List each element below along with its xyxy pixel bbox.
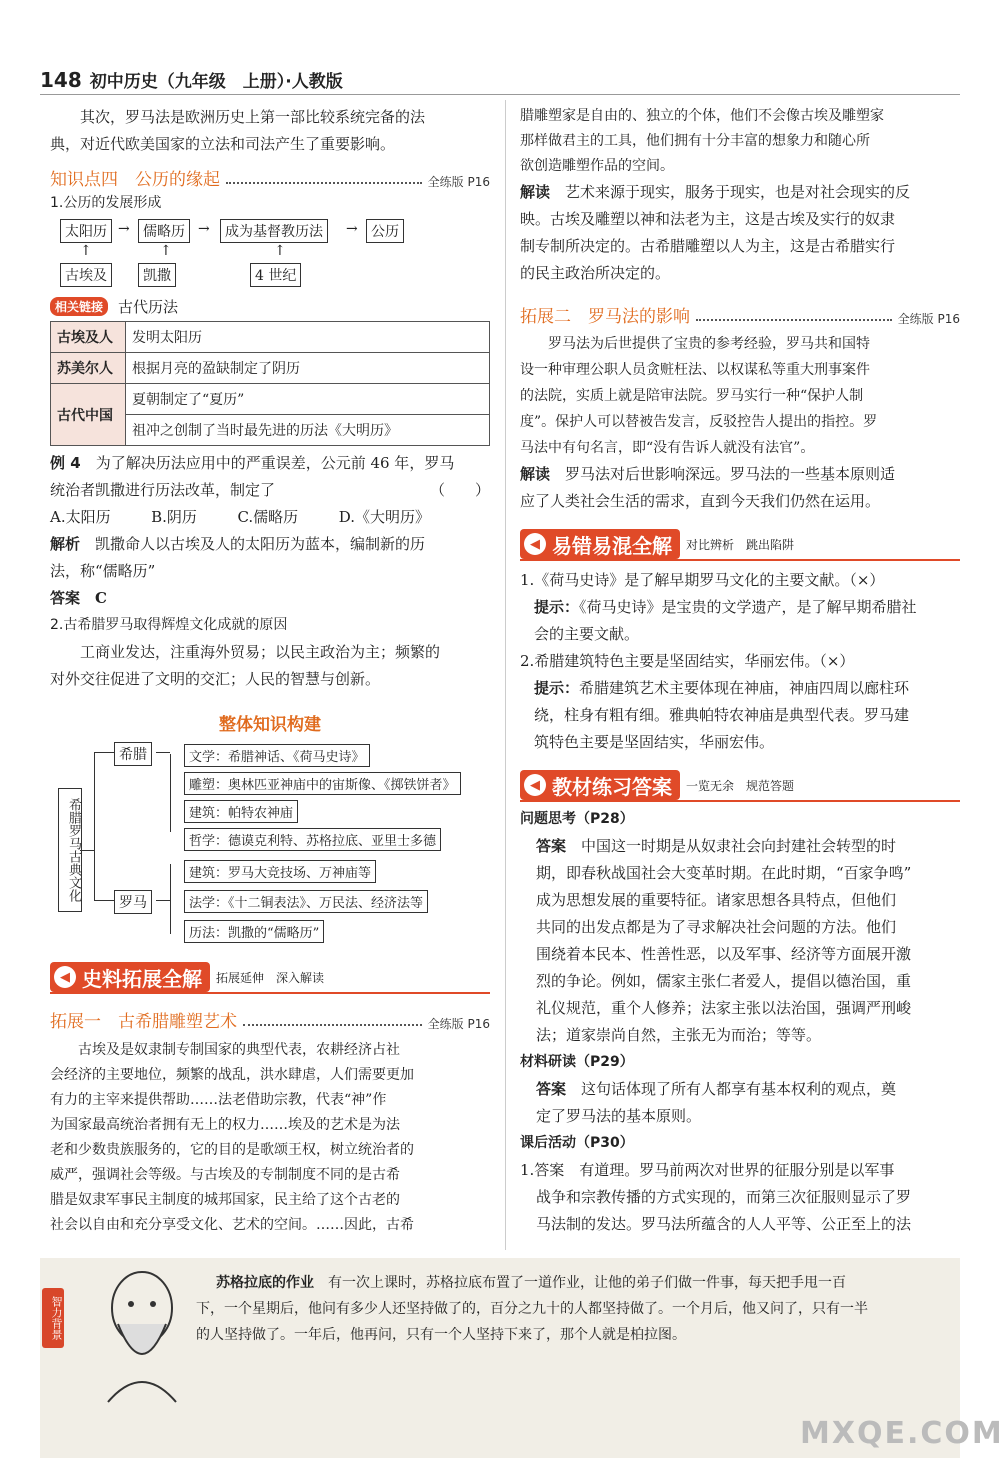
q1-line: 礼仪规范，重个人修养；法家主张以法治国，强调严刑峻	[536, 999, 912, 1017]
banner-errors	[520, 529, 960, 561]
kp4-ref: 全练版 P16	[427, 175, 490, 189]
rome-item: 建筑：罗马大竞技场、万神庙等	[184, 860, 376, 883]
right-top-line: 腊雕塑家是自由的、独立的个体，他们不会像古埃及雕塑家	[520, 108, 884, 124]
ex4-text-1: 为了解决历法应用中的严重误差，公元前 46 年，罗马	[95, 454, 455, 472]
ext1-heading	[50, 994, 490, 1032]
ext1-line: 腊是奴隶军事民主制度的城邦国家，民主给了这个古老的	[50, 1192, 400, 1208]
right-top-line: 那样做君主的工具，他们拥有十分丰富的想象力和随心所	[520, 133, 870, 149]
banner-answers-title	[520, 770, 680, 800]
jiedu1-text: 艺术来源于现实，服务于现实，也是对社会现实的反	[565, 183, 911, 201]
table-cell: 古代中国	[51, 384, 126, 446]
ext2-line: 罗马法为后世提供了宝贵的参考经验，罗马共和国特	[548, 336, 870, 352]
q1-line: 成为思想发展的重要特征。诸家思想各具特点，但他们	[536, 891, 897, 909]
answer-label: 答案	[536, 837, 567, 855]
tip-label: 提示：	[534, 679, 580, 697]
table-cell: 祖冲之创制了当时最先进的历法《大明历》	[126, 415, 490, 446]
ext1-line: 社会以自由和充分享受文化、艺术的空间。……因此，古希	[50, 1217, 414, 1233]
tip-label: 提示：	[534, 598, 580, 616]
option-a: A.太阳历	[50, 508, 111, 526]
rome-item: 历法：凯撒的“儒略历”	[184, 920, 324, 943]
ext1-dots	[243, 1024, 422, 1026]
analysis-text-2: 法，称“儒略历”	[50, 562, 156, 580]
answer-label: 答案	[50, 589, 81, 607]
ext1-line: 老和少数贵族服务的，它的目的是歌颂王权，树立统治者的	[50, 1142, 414, 1158]
intro-line-2: 典，对近代欧美国家的立法和司法产生了重要影响。	[50, 135, 396, 153]
ex4-options	[50, 504, 430, 531]
jiedu2-text: 罗马法对后世影响深远。罗马法的一些基本原则适	[565, 465, 896, 483]
mindmap-connector	[94, 900, 114, 901]
ext2-line: 设一种审理公职人员贪赃枉法、以权谋私等重大刑事案件	[520, 362, 870, 378]
footer-panel	[40, 1258, 1004, 1458]
ext1-line: 古埃及是奴隶制专制国家的典型代表，农耕经济占社	[78, 1042, 400, 1058]
mindmap-rome: 罗马	[114, 890, 152, 914]
kp4-heading	[50, 158, 490, 190]
footer-line: 有一次上课时，苏格拉底布置了一道作业，让他的弟子们做一件事，每天把手甩一百	[328, 1275, 846, 1291]
greece-item: 哲学：德谟克利特、苏格拉底、亚里士多德	[184, 828, 441, 851]
mindmap-connector	[170, 864, 171, 934]
q3-body	[520, 1157, 960, 1238]
ex4-label: 例 4	[50, 454, 81, 472]
ex4-text-2: 统治者凯撒进行历法改革，制定了	[50, 481, 276, 499]
footer-tag: 智力背景	[42, 1288, 64, 1348]
flow-bottom-1: 凯撒	[138, 263, 176, 287]
ext1-line: 有力的主宰来提供帮助……法老借助宗教，代表“神”作	[50, 1092, 387, 1108]
q1-body	[520, 833, 960, 1049]
ext2-heading	[520, 287, 960, 327]
option-c: C.儒略历	[237, 508, 299, 526]
watermark-logo: MXQE.COM	[800, 1416, 1004, 1451]
q3-line: 马法制的发达。罗马法所蕴含的人人平等、公正至上的法	[536, 1215, 912, 1233]
jiedu1-text: 映。古埃及雕塑以神和法老为主，这是古埃及实行的奴隶	[520, 210, 896, 228]
ext1-body	[50, 1038, 490, 1238]
mindmap-root: 希腊罗马古典文化	[58, 788, 82, 912]
answer-line	[50, 585, 490, 612]
q2-title: 材料研读（P29）	[520, 1054, 634, 1070]
arrow-right-icon: →	[198, 221, 210, 237]
mindmap-connector	[94, 752, 114, 753]
ext2-title: 拓展二 罗马法的影响	[520, 307, 690, 327]
mindmap-connector	[156, 752, 170, 753]
err1-tip	[520, 594, 960, 621]
err1-tip-text: 《荷马史诗》是宝贵的文学遗产，是了解早期希腊社	[579, 598, 917, 616]
q1-line: 共同的出发点都是为了寻求解决社会问题的方法。他们	[536, 918, 897, 936]
mindmap-connector	[156, 900, 170, 901]
q2-line: 这句话体现了所有人都享有基本权利的观点，奠	[581, 1080, 897, 1098]
book-title: 初中历史（九年级 上册）·人教版	[89, 72, 343, 92]
table-cell: 发明太阳历	[126, 322, 490, 353]
q2-body	[520, 1076, 960, 1130]
greece-item: 文学：希腊神话、《荷马史诗》	[184, 744, 370, 767]
err1-tip-text: 会的主要文献。	[534, 625, 640, 643]
intro-line-1: 其次，罗马法是欧洲历史上第一部比较系统完备的法	[80, 108, 426, 126]
flow-top-2: 成为基督教历法	[220, 219, 328, 243]
option-b: B.阴历	[151, 508, 197, 526]
flow-bottom-0: 古埃及	[60, 263, 112, 287]
ex4-line-2	[50, 477, 490, 504]
table-cell: 夏朝制定了“夏历”	[126, 384, 490, 415]
megaphone-icon: ◀	[524, 533, 546, 555]
table-row	[51, 384, 490, 415]
jiedu2-text: 应了人类社会生活的需求，直到今天我们仍然在运用。	[520, 492, 881, 510]
banner-answers-text: 教材练习答案	[552, 774, 672, 799]
arrow-up-icon: ↑	[80, 243, 92, 259]
err2-tip-text: 筑特色主要是坚固结实，华丽宏伟。	[534, 733, 775, 751]
err2-tip	[520, 675, 960, 702]
greece-item: 雕塑：奥林匹亚神庙中的宙斯像、《掷铁饼者》	[184, 772, 461, 795]
banner-source-text: 史料拓展全解	[82, 966, 202, 991]
flow-top-1: 儒略历	[138, 219, 190, 243]
ex4-line-1	[50, 450, 490, 477]
table-row	[51, 353, 490, 384]
arrow-right-icon: →	[118, 221, 130, 237]
flow-top-3: 公历	[366, 219, 404, 243]
q3-line: 1.答案 有道理。罗马前两次对世界的征服分别是以军事	[520, 1161, 895, 1179]
q1-line: 期，即春秋战国社会大变革时期。在此时期，“百家争鸣”	[536, 864, 912, 882]
ext2-line: 度”。保护人可以替被告发言，反驳控告人提出的指控。罗	[520, 414, 878, 430]
banner-answers	[520, 770, 960, 802]
greece-item: 建筑：帕特农神庙	[184, 800, 298, 823]
answer-label: 答案	[536, 1080, 567, 1098]
analysis-line-1	[50, 531, 490, 558]
ext2-line: 的法院，实质上就是陪审法院。罗马实行一种“保护人制	[520, 388, 864, 404]
table-cell: 苏美尔人	[51, 353, 126, 384]
ext1-line: 为国家最高统治者拥有无上的权力……埃及的艺术是为法	[50, 1117, 400, 1133]
ex4-paren: （ ）	[429, 481, 490, 499]
jiedu1-text: 制专制所决定的。古希腊雕塑以人为主，这是古希腊实行	[520, 237, 896, 255]
page-number: 148	[40, 68, 82, 92]
table-cell: 根据月亮的盈缺制定了阴历	[126, 353, 490, 384]
err2-tip-text: 希腊建筑艺术主要体现在神庙，神庙四周以廊柱环	[579, 679, 910, 697]
footer-text	[196, 1270, 936, 1348]
related-title: 古代历法	[118, 297, 179, 316]
column-divider	[505, 100, 506, 1250]
mindmap-title: 整体知识构建	[219, 715, 321, 735]
header-divider	[40, 94, 960, 95]
mindmap-connector	[80, 850, 94, 851]
q1-title: 问题思考（P28）	[520, 811, 634, 827]
right-column	[520, 104, 960, 1238]
answer-value: C	[95, 589, 107, 607]
page-header	[40, 62, 480, 92]
err1-statement: 1.《荷马史诗》是了解早期罗马文化的主要文献。（×）	[520, 571, 885, 589]
ext2-dots	[696, 319, 892, 321]
jiedu1-line-1	[520, 179, 960, 206]
bust-icon	[88, 1264, 196, 1404]
table-row	[51, 322, 490, 353]
rome-item: 法学：《十二铜表法》、万民法、经济法等	[184, 890, 428, 913]
mindmap-greece: 希腊	[114, 742, 152, 766]
flow-bottom-2: 4 世纪	[250, 263, 301, 287]
mindmap-connector	[94, 752, 95, 900]
q3-line: 战争和宗教传播的方式实现的，而第三次征服则显示了罗	[536, 1188, 912, 1206]
jiedu-label: 解读	[520, 465, 551, 483]
ext1-ref: 全练版 P16	[427, 1017, 490, 1031]
jiedu-label: 解读	[520, 183, 551, 201]
ext2-body	[520, 331, 960, 461]
left-column	[50, 104, 490, 693]
footer-title: 苏格拉底的作业	[216, 1275, 314, 1291]
right-top-line: 欲创造雕塑作品的空间。	[520, 158, 674, 174]
arrow-right-icon: →	[346, 221, 358, 237]
arrow-up-icon: ↑	[274, 243, 286, 259]
q1-line: 围绕着本民本、性善性恶，以及军事、经济等方面展开激	[536, 945, 912, 963]
q3-title: 课后活动（P30）	[520, 1135, 634, 1151]
ext1-line: 威严，强调社会等级。与古埃及的专制制度不同的是古希	[50, 1167, 400, 1183]
socrates-portrait	[88, 1264, 196, 1404]
err2-tip-text: 绕，柱身有粗有细。雅典帕特农神庙是典型代表。罗马建	[534, 706, 910, 724]
right-top	[520, 104, 960, 179]
s2-text-1: 工商业发达，注重海外贸易；以民主政治为主；频繁的	[80, 643, 441, 661]
jiedu1-text: 的民主政治所决定的。	[520, 264, 671, 282]
mindmap-connector	[170, 754, 171, 832]
banner-source	[50, 962, 490, 994]
s2-text-2: 对外交往促进了文明的交汇；人民的智慧与创新。	[50, 670, 381, 688]
err2-statement: 2.希腊建筑特色主要是坚固结实，华丽宏伟。（×）	[520, 652, 855, 670]
q2-line: 定了罗马法的基本原则。	[536, 1107, 702, 1125]
ext2-ref: 全练版 P16	[897, 312, 960, 326]
related-tag: 相关链接	[50, 297, 108, 316]
jiedu2-line-1	[520, 461, 960, 488]
arrow-up-icon: ↑	[160, 243, 172, 259]
ext1-line: 会经济的主要地位，频繁的战乱，洪水肆虐，人们需要更加	[50, 1067, 414, 1083]
ext2-line: 马法中有句名言，即“没有告诉人就没有法官”。	[520, 440, 815, 456]
banner-errors-text: 易错易混全解	[552, 533, 672, 558]
banner-source-title	[50, 962, 210, 992]
option-d: D.《大明历》	[338, 508, 430, 526]
megaphone-icon: ◀	[524, 774, 546, 796]
calendar-table	[50, 321, 490, 446]
table-cell: 古埃及人	[51, 322, 126, 353]
ext1-title: 拓展一 古希腊雕塑艺术	[50, 1012, 237, 1032]
banner-errors-title	[520, 529, 680, 559]
s1-title: 1.公历的发展形成	[50, 195, 162, 211]
mindmap	[50, 710, 490, 945]
left-lower	[50, 962, 490, 1238]
flow-top-0: 太阳历	[60, 219, 112, 243]
footer-line: 下，一个星期后，他问有多少人还坚持做了的，百分之九十的人都坚持做了。一个月后，他又问了，只有一半	[196, 1301, 868, 1317]
banner-source-sub: 拓展延伸 深入解读	[216, 970, 325, 985]
banner-errors-sub: 对比辨析 跳出陷阱	[686, 537, 795, 552]
q1-line: 中国这一时期是从奴隶社会向封建社会转型的时	[581, 837, 897, 855]
analysis-label: 解析	[50, 535, 81, 553]
footer-line: 的人坚持做了。一年后，他再问，只有一个人坚持下来了，那个人就是柏拉图。	[196, 1327, 686, 1343]
analysis-text-1: 凯撒命人以古埃及人的太阳历为蓝本，编制新的历	[95, 535, 426, 553]
kp4-dots	[226, 182, 422, 184]
megaphone-icon: ◀	[54, 966, 76, 988]
s2-title: 2.古希腊罗马取得辉煌文化成就的原因	[50, 617, 288, 633]
kp4-title: 知识点四 公历的缘起	[50, 170, 220, 190]
calendar-flow	[50, 217, 490, 289]
q1-line: 法；道家崇尚自然，主张无为而治；等等。	[536, 1026, 822, 1044]
related-link	[50, 291, 490, 321]
q1-line: 烈的争论。例如，儒家主张仁者爱人，提倡以德治国，重	[536, 972, 912, 990]
banner-answers-sub: 一览无余 规范答题	[686, 778, 795, 793]
